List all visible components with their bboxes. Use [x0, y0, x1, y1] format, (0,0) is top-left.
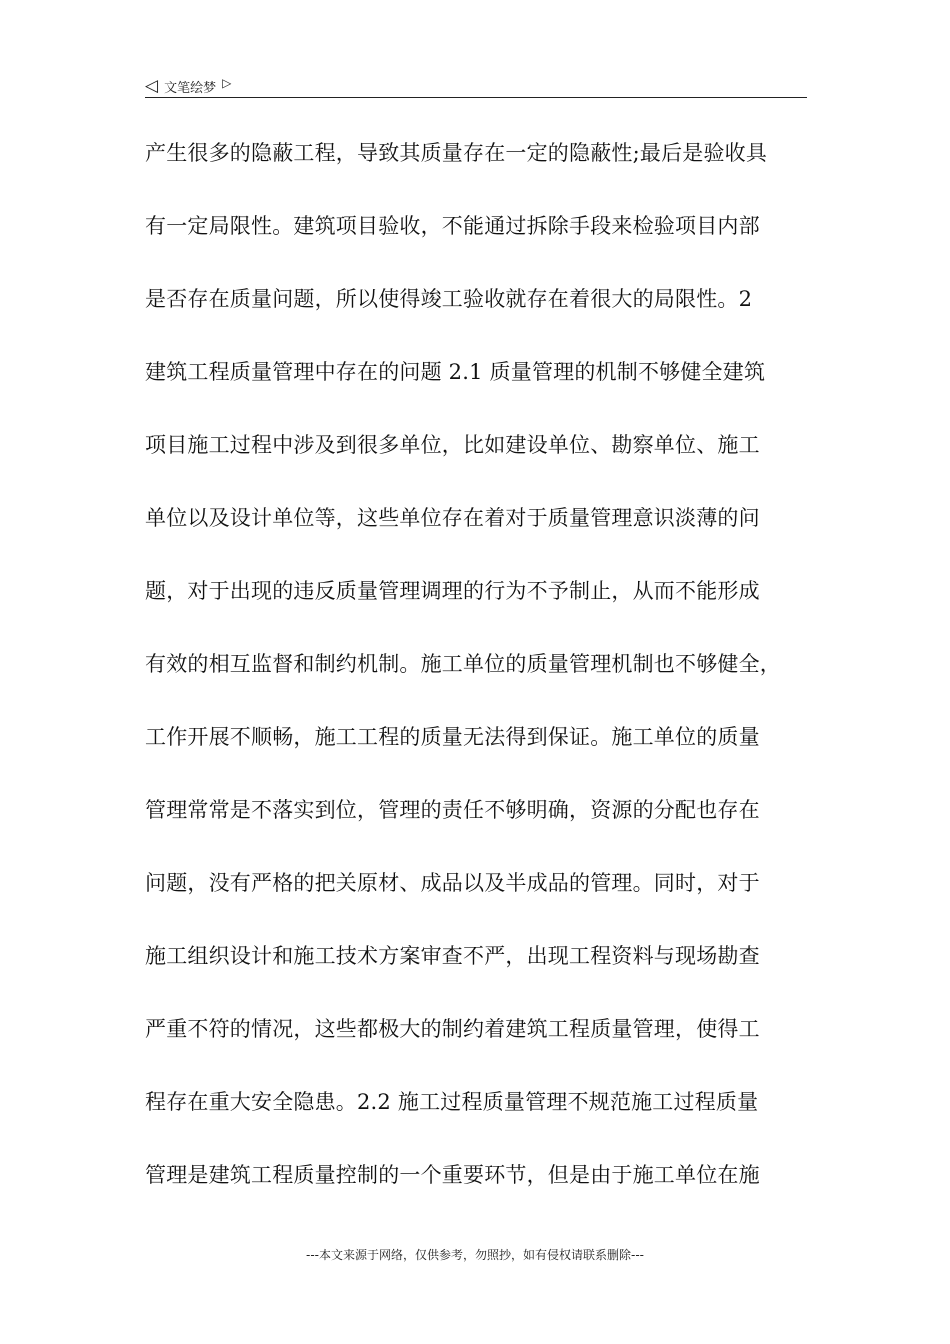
- text-line: 有一定局限性。建筑项目验收，不能通过拆除手段来检验项目内部: [145, 214, 760, 238]
- text-line: 管理是建筑工程质量控制的一个重要环节，但是由于施工单位在施: [145, 1163, 760, 1187]
- text-line: 程存在重大安全隐患。2.2 施工过程质量管理不规范施工过程质量: [145, 1090, 759, 1114]
- header-divider: [145, 97, 807, 98]
- brand-name: 文笔绘梦: [164, 80, 217, 96]
- text-line: 项目施工过程中涉及到很多单位，比如建设单位、勘察单位、施工: [145, 433, 760, 457]
- left-triangle-icon: ◁: [145, 75, 159, 96]
- text-line: 严重不符的情况，这些都极大的制约着建筑工程质量管理，使得工: [145, 1017, 760, 1041]
- text-line: 产生很多的隐蔽工程，导致其质量存在一定的隐蔽性;最后是验收具: [145, 141, 768, 165]
- text-line: 单位以及设计单位等，这些单位存在着对于质量管理意识淡薄的问: [145, 506, 760, 530]
- text-line: 是否存在质量问题，所以使得竣工验收就存在着很大的局限性。2: [145, 287, 753, 311]
- text-line: 有效的相互监督和制约机制。施工单位的质量管理机制也不够健全，: [145, 652, 781, 676]
- document-body: [145, 130, 815, 1225]
- text-line: 工作开展不顺畅，施工工程的质量无法得到保证。施工单位的质量: [145, 725, 760, 749]
- page-footer: ---本文来源于网络，仅供参考，勿照抄，如有侵权请联系删除---: [306, 1248, 644, 1262]
- text-line: 建筑工程质量管理中存在的问题 2.1 质量管理的机制不够健全建筑: [145, 360, 766, 384]
- text-line: 管理常常是不落实到位，管理的责任不够明确，资源的分配也存在: [145, 798, 760, 822]
- right-triangle-icon: ▷: [222, 76, 232, 90]
- text-line: 问题，没有严格的把关原材、成品以及半成品的管理。同时，对于: [145, 871, 760, 895]
- text-line: 题，对于出现的违反质量管理调理的行为不予制止，从而不能形成: [145, 579, 760, 603]
- page-header: [145, 74, 807, 98]
- text-line: 施工组织设计和施工技术方案审查不严，出现工程资料与现场勘查: [145, 944, 760, 968]
